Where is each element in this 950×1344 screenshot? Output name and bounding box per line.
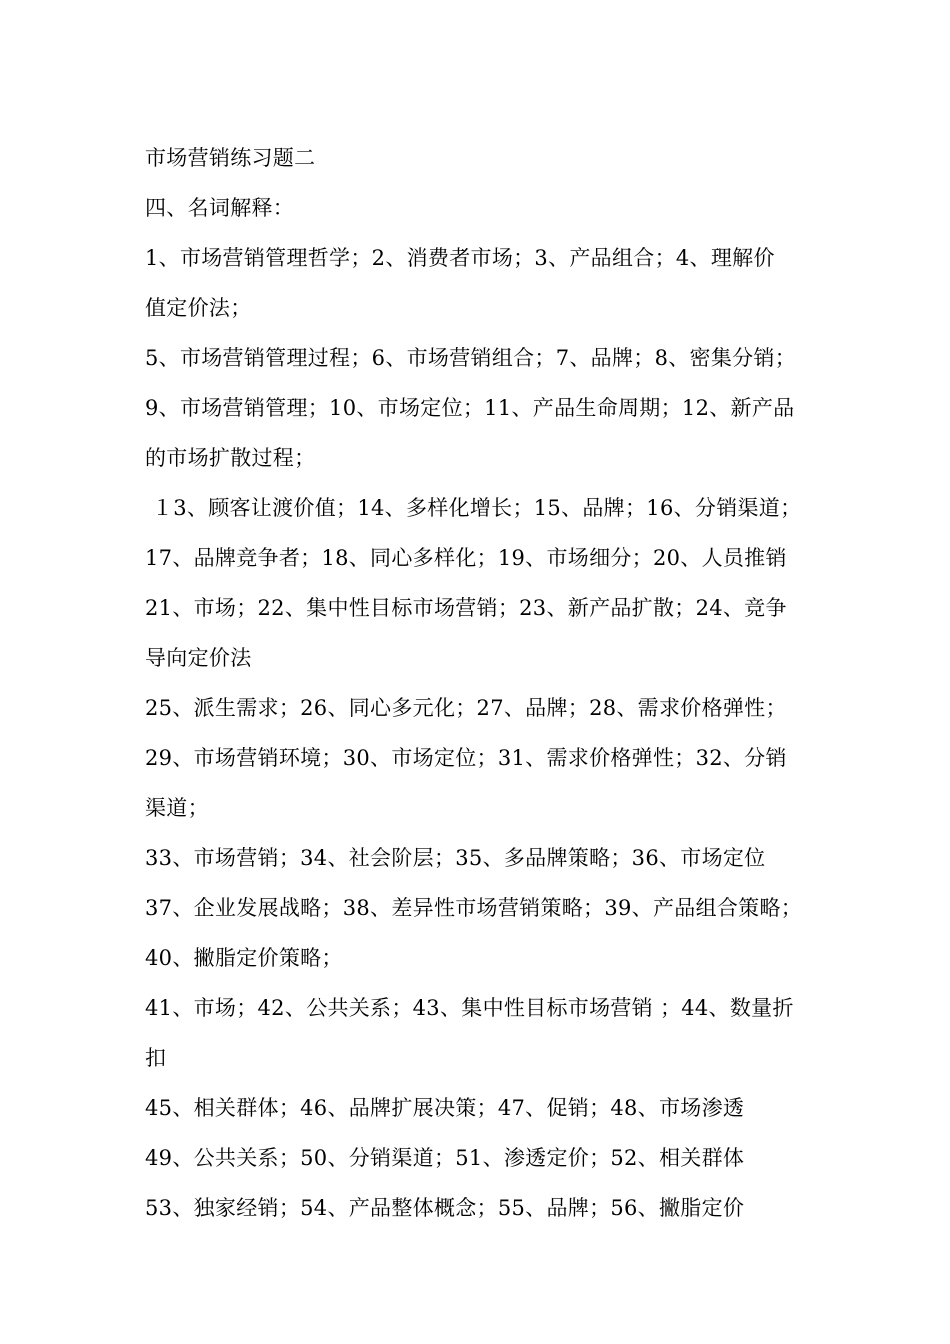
term-line: 25、派生需求；26、同心多元化；27、品牌；28、需求价格弹性； [145, 696, 787, 720]
term-line: 45、相关群体；46、品牌扩展决策；47、促销；48、市场渗透 [145, 1096, 745, 1120]
term-line: 5、市场营销管理过程；6、市场营销组合；7、品牌；8、密集分销； [145, 346, 797, 370]
term-line: 的市场扩散过程； [145, 446, 316, 470]
term-line: 17、品牌竞争者；18、同心多样化；19、市场细分；20、人员推销 [145, 546, 787, 570]
term-line: 33、市场营销；34、社会阶层；35、多品牌策略；36、市场定位 [145, 846, 766, 870]
document-body [145, 133, 825, 1233]
term-line: 21、市场；22、集中性目标市场营销；23、新产品扩散；24、竞争 [145, 596, 787, 620]
term-line: 37、企业发展战略；38、差异性市场营销策略；39、产品组合策略； [145, 896, 803, 920]
term-line: 40、撇脂定价策略； [145, 946, 343, 970]
term-line: 53、独家经销；54、产品整体概念；55、品牌；56、撇脂定价 [145, 1196, 745, 1220]
term-line: 渠道； [145, 796, 209, 820]
term-line: 值定价法； [145, 296, 252, 320]
term-line: 导向定价法 [145, 646, 252, 670]
term-line: １3、顾客让渡价值；14、多样化增长；15、品牌；16、分销渠道； [145, 496, 802, 520]
document-title: 市场营销练习题二 [145, 146, 316, 170]
section-heading: 四、名词解释： [145, 196, 295, 220]
term-line: 29、市场营销环境；30、市场定位；31、需求价格弹性；32、分销 [145, 746, 787, 770]
term-line: 49、公共关系；50、分销渠道；51、渗透定价；52、相关群体 [145, 1146, 745, 1170]
term-line: 9、市场营销管理；10、市场定位；11、产品生命周期；12、新产品 [145, 396, 795, 420]
term-line: 41、市场；42、公共关系；43、集中性目标市场营销 ；44、数量折 [145, 996, 794, 1020]
term-line: 扣 [145, 1046, 167, 1070]
term-line: 1、市场营销管理哲学；2、消费者市场；3、产品组合；4、理解价 [145, 246, 775, 270]
